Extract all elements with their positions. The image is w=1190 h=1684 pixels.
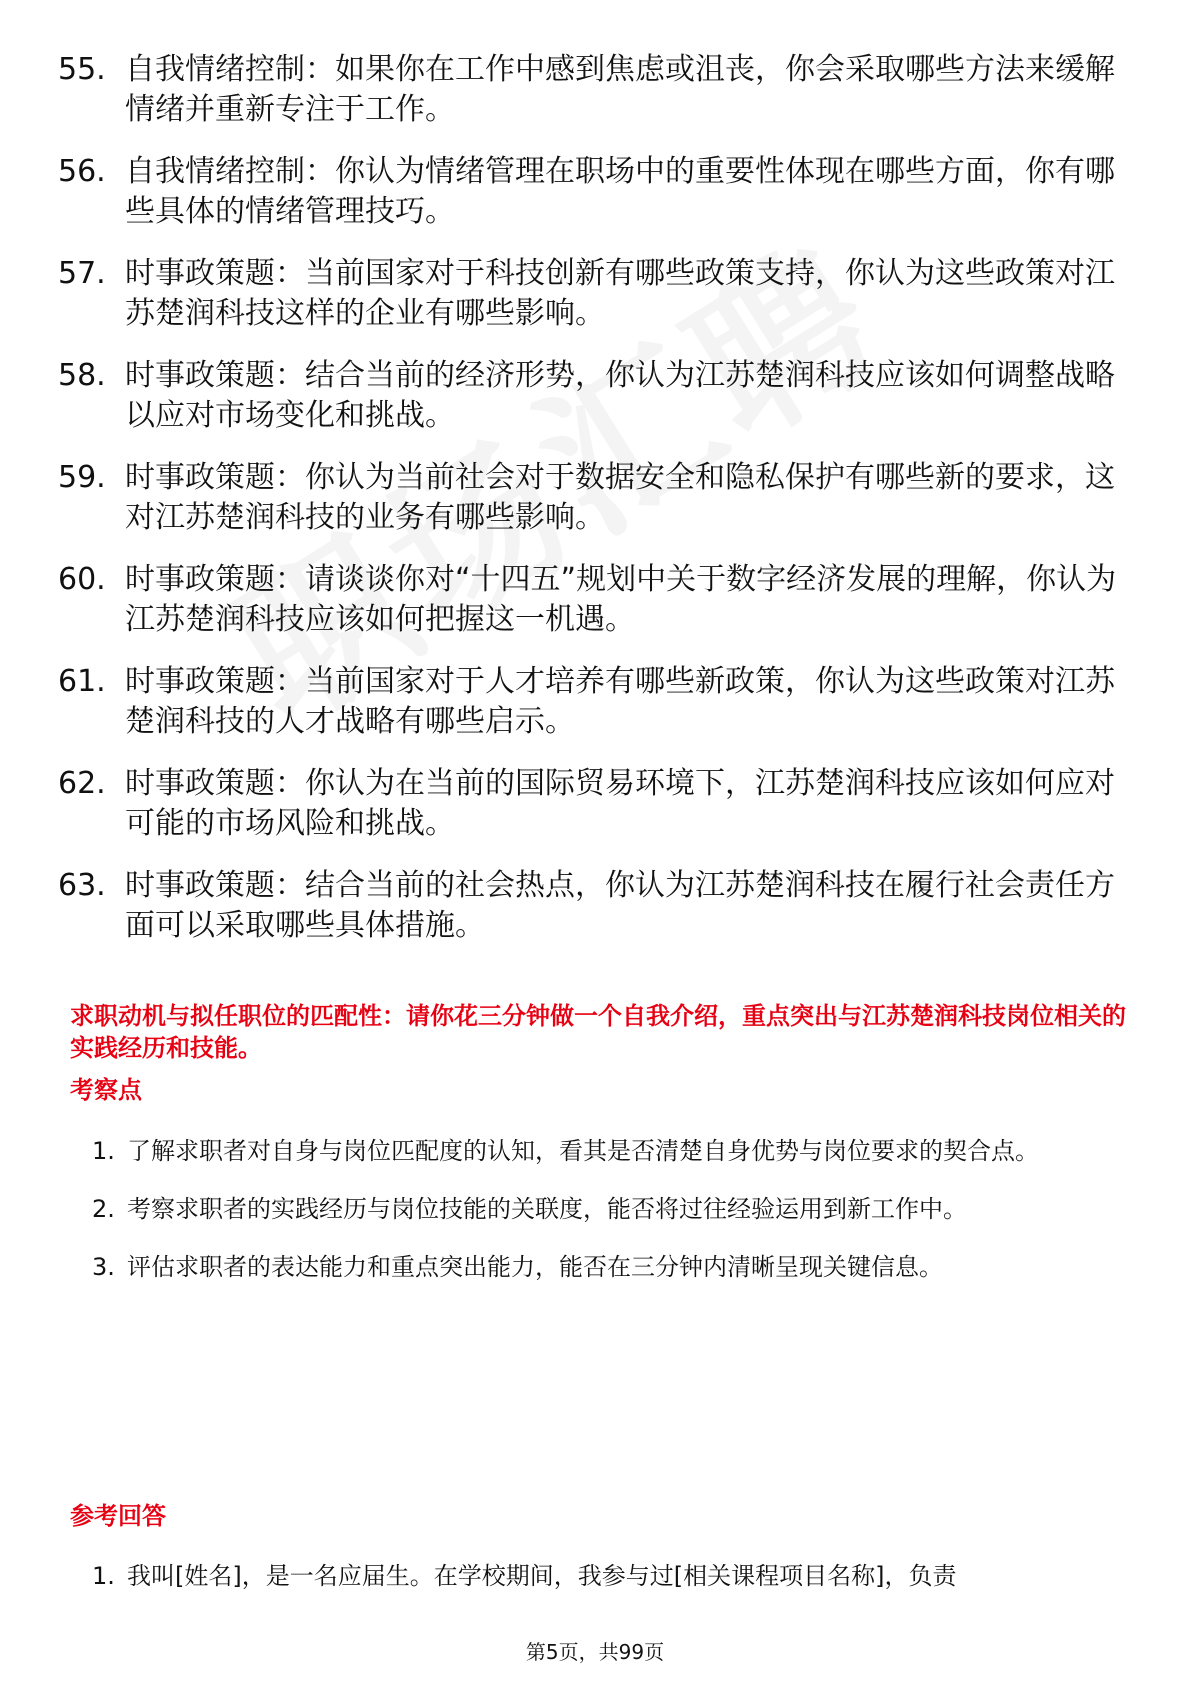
question-text: 时事政策题：结合当前的经济形势，你认为江苏楚润科技应该如何调整战略以应对市场变化和挑战。 <box>125 358 1115 433</box>
reference-answer-list <box>92 1547 1132 1605</box>
review-point-item <box>92 1238 1132 1296</box>
review-points-list <box>92 1122 1132 1296</box>
question-number: 57. <box>58 256 106 291</box>
review-point-text: 评估求职者的表达能力和重点突出能力，能否在三分钟内清晰呈现关键信息。 <box>127 1253 943 1281</box>
question-text: 时事政策题：当前国家对于科技创新有哪些政策支持，你认为这些政策对江苏楚润科技这样的企业有哪些影响。 <box>125 256 1115 331</box>
review-point-item <box>92 1122 1132 1180</box>
review-point-text: 了解求职者对自身与岗位匹配度的认知，看其是否清楚自身优势与岗位要求的契合点。 <box>127 1137 1039 1165</box>
reference-answer-item <box>92 1547 1132 1605</box>
question-item <box>58 50 1138 130</box>
question-text: 时事政策题：请谈谈你对“十四五”规划中关于数字经济发展的理解，你认为江苏楚润科技应该如何把握这一机遇。 <box>125 562 1117 637</box>
review-point-number: 2. <box>92 1195 115 1223</box>
reference-answer-title: 参考回答 <box>70 1502 166 1530</box>
question-number: 58. <box>58 358 106 393</box>
page-footer: 第5页，共99页 <box>525 1640 665 1664</box>
question-item <box>58 764 1138 844</box>
reference-answer-number: 1. <box>92 1562 115 1590</box>
question-item <box>58 152 1138 232</box>
question-text: 时事政策题：结合当前的社会热点，你认为江苏楚润科技在履行社会责任方面可以采取哪些具体措施。 <box>125 868 1115 943</box>
question-item <box>58 356 1138 436</box>
question-number: 60. <box>58 562 106 597</box>
question-number: 55. <box>58 52 106 87</box>
question-number: 59. <box>58 460 106 495</box>
question-item <box>58 458 1138 538</box>
question-number: 61. <box>58 664 106 699</box>
question-number: 62. <box>58 766 106 801</box>
question-item <box>58 662 1138 742</box>
question-text: 自我情绪控制：如果你在工作中感到焦虑或沮丧，你会采取哪些方法来缓解情绪并重新专注于工作。 <box>125 52 1115 127</box>
question-number: 56. <box>58 154 106 189</box>
question-item <box>58 866 1138 946</box>
highlighted-question: 求职动机与拟任职位的匹配性：请你花三分钟做一个自我介绍，重点突出与江苏楚润科技岗位相关的实践经历和技能。 <box>70 1002 1126 1062</box>
question-item <box>58 560 1138 640</box>
reference-answer-text: 我叫[姓名]，是一名应届生。在学校期间，我参与过[相关课程项目名称]，负责 <box>127 1562 957 1590</box>
question-text: 时事政策题：你认为在当前的国际贸易环境下，江苏楚润科技应该如何应对可能的市场风险和挑战。 <box>125 766 1115 841</box>
question-text: 时事政策题：你认为当前社会对于数据安全和隐私保护有哪些新的要求，这对江苏楚润科技的业务有哪些影响。 <box>125 460 1115 535</box>
question-list <box>58 50 1138 968</box>
question-number: 63. <box>58 868 106 903</box>
review-point-number: 3. <box>92 1253 115 1281</box>
review-point-number: 1. <box>92 1137 115 1165</box>
question-item <box>58 254 1138 334</box>
question-text: 时事政策题：当前国家对于人才培养有哪些新政策，你认为这些政策对江苏楚润科技的人才战略有哪些启示。 <box>125 664 1115 739</box>
review-point-item <box>92 1180 1132 1238</box>
question-text: 自我情绪控制：你认为情绪管理在职场中的重要性体现在哪些方面，你有哪些具体的情绪管理技巧。 <box>125 154 1115 229</box>
review-points-title: 考察点 <box>70 1076 142 1104</box>
review-point-text: 考察求职者的实践经历与岗位技能的关联度，能否将过往经验运用到新工作中。 <box>127 1195 967 1223</box>
